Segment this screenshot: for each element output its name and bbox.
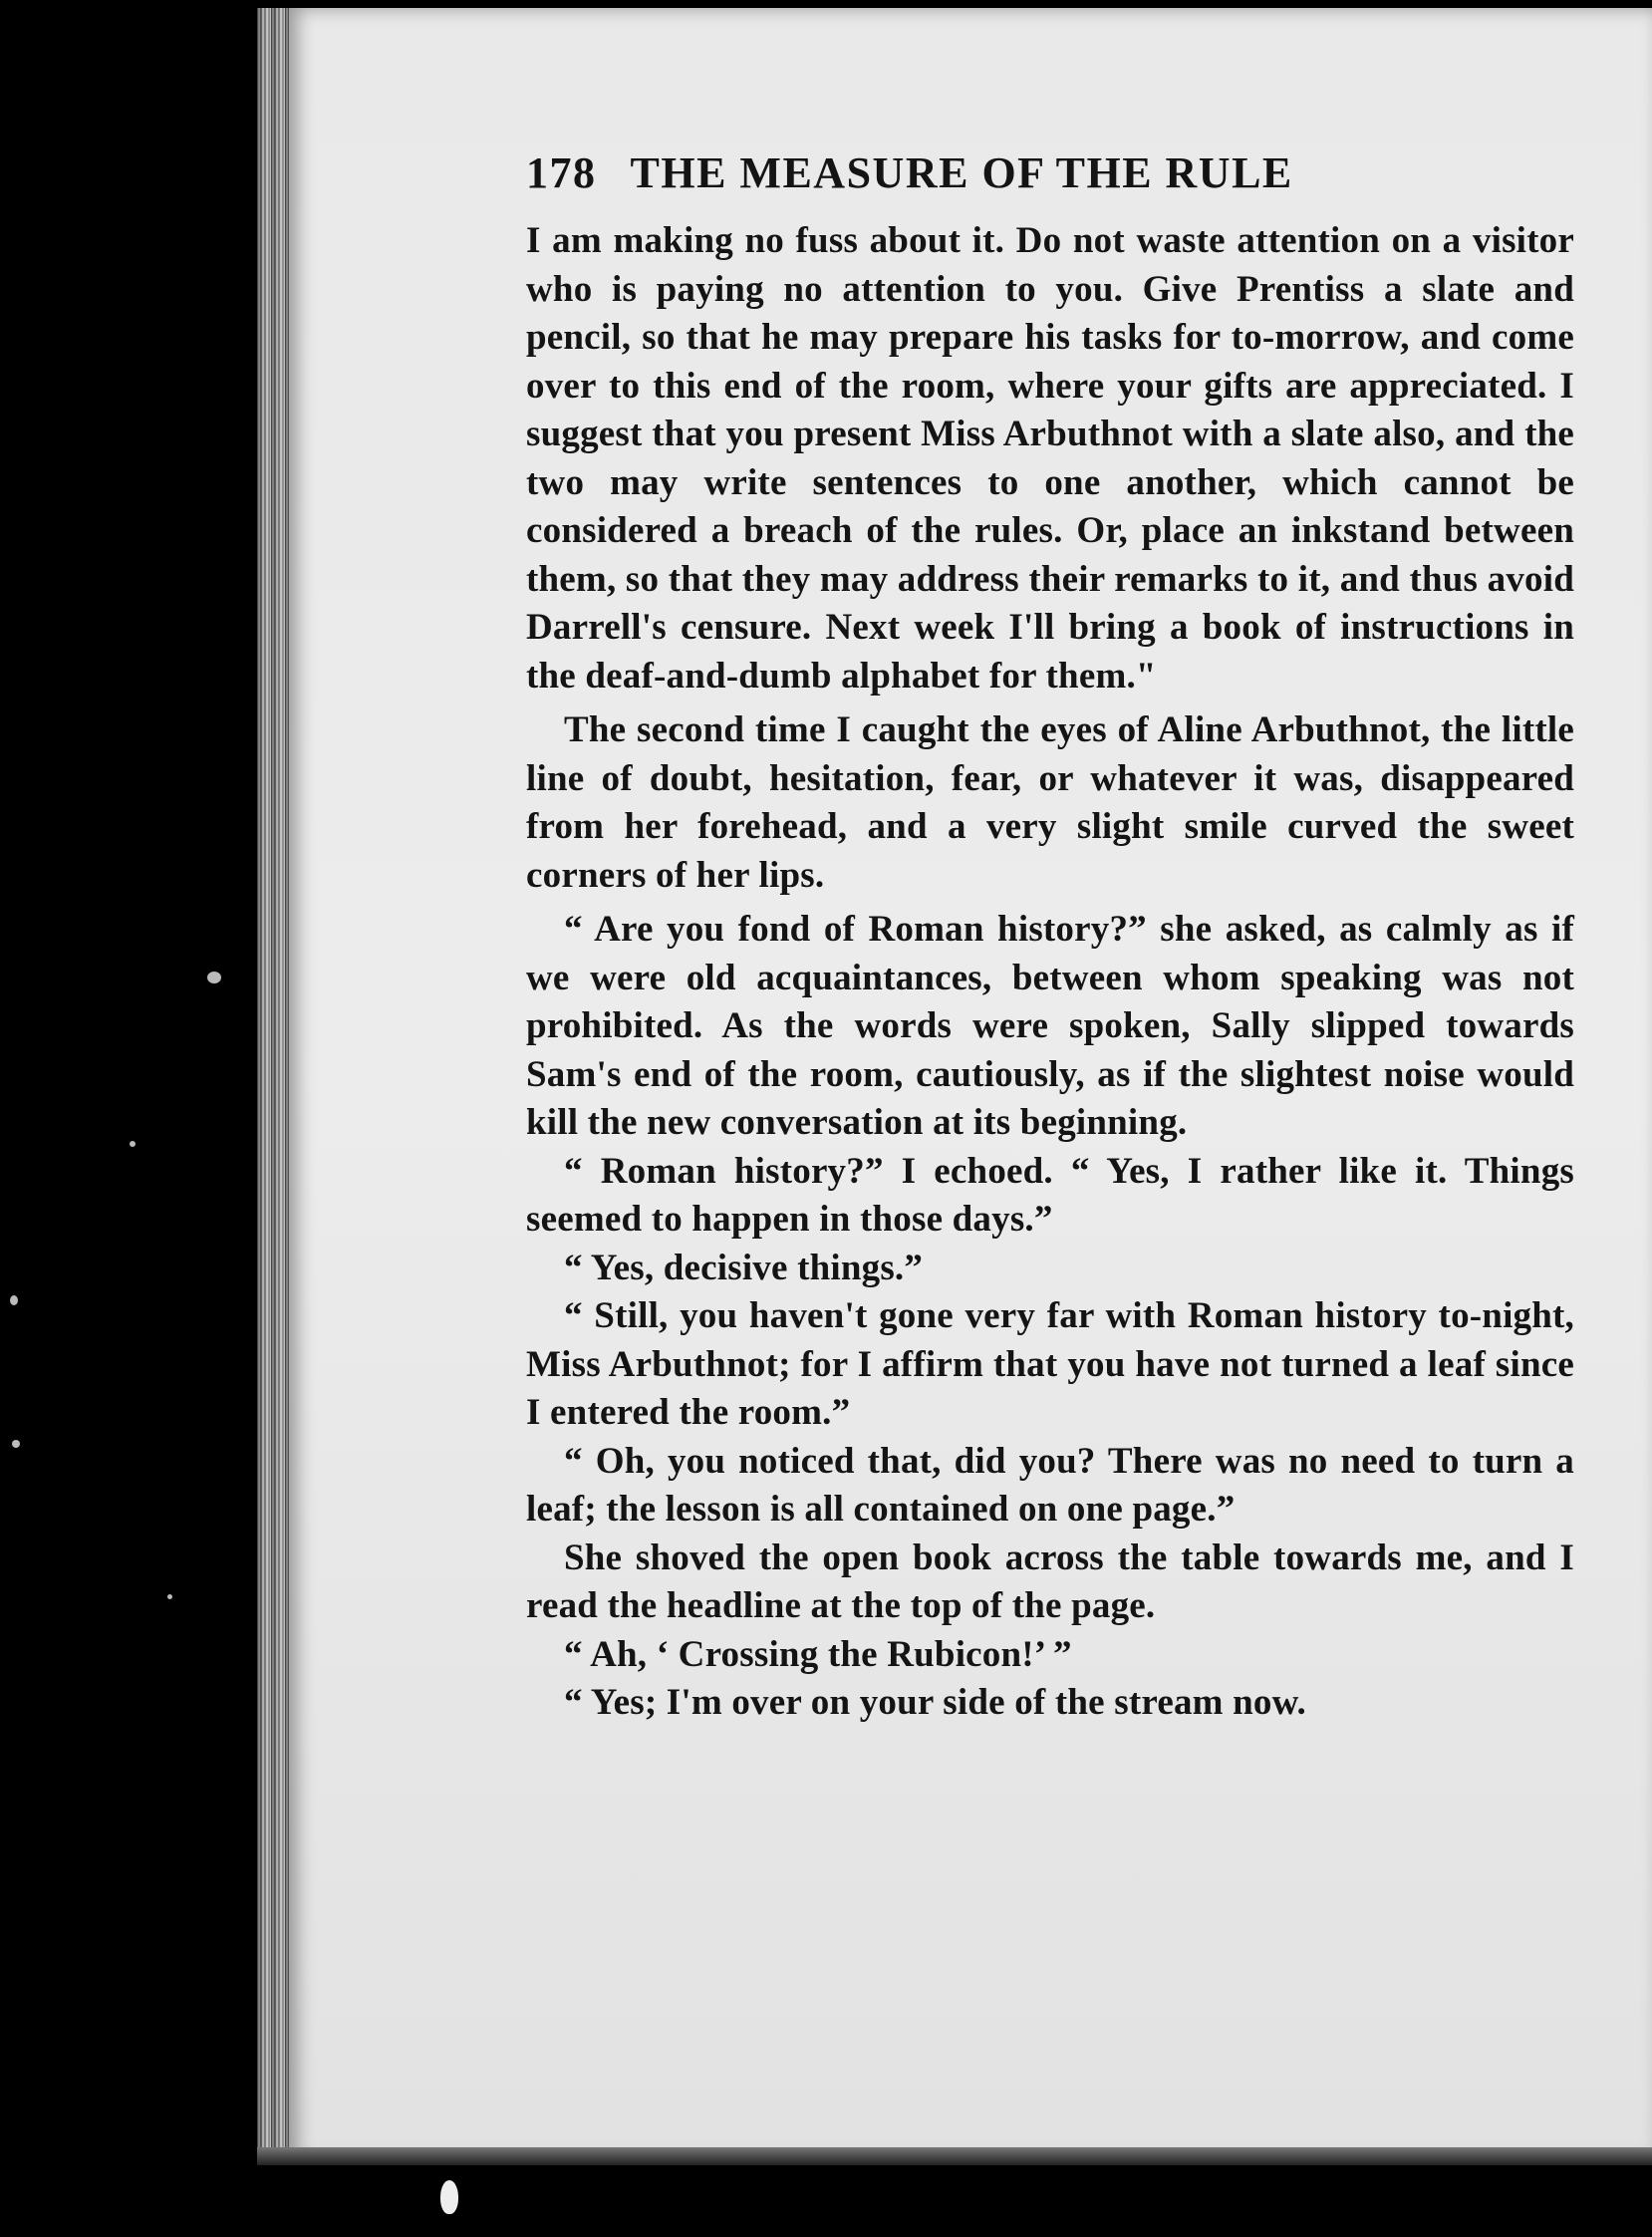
- paragraph: The second time I caught the eyes of Aline Arbuthnot, the little line of doubt, hesitation, fear, or whatever it was, disappeared from her forehead, and a very slight smile curved the sweet corners of her lips.: [526, 709, 1574, 896]
- scan-speck: [167, 1594, 172, 1599]
- scan-speck: [207, 972, 221, 983]
- paragraph: I am making no fuss about it. Do not waste attention on a visitor who is paying no attention to you. Give Prentiss a slate and pencil, so that he may prepare his tasks for to-morrow, and come over to this end of the room, where your gifts are appreciated. I suggest that you present Miss Arbuthnot with a slate also, and the two may write sentences to one another, which cannot be considered a breach of the rules. Or, place an inkstand between them, so that they may address their remarks to it, and thus avoid Darrell's censure. Next week I'll bring a book of instructions in the deaf-and-dumb alphabet for them.": [526, 220, 1574, 697]
- paragraph: “ Yes; I'm over on your side of the stream now.: [564, 1682, 1306, 1723]
- book-title: THE MEASURE OF THE RULE: [630, 148, 1293, 197]
- page-bottom-edge: [257, 2147, 1652, 2165]
- paragraph: “ Are you fond of Roman history?” she asked, as calmly as if we were old acquaintances, between whom speaking was not prohibited. As the words were spoken, Sally slipped towards Sam's end of the room, cautiously, as if the slightest noise would kill the new conversation at its beginning.: [526, 909, 1574, 1143]
- paragraph: “ Still, you haven't gone very far with Roman history to-night, Miss Arbuthnot; for I affirm that you have not turned a leaf since I entered the room.”: [526, 1295, 1574, 1433]
- page-text: [526, 149, 1574, 1728]
- page-number: 178: [526, 148, 597, 197]
- running-head: [526, 149, 1574, 209]
- ink-mark: [440, 2180, 458, 2214]
- paragraph: She shoved the open book across the table towards me, and I read the headline at the top of the page.: [526, 1537, 1574, 1626]
- scan-speck: [10, 1295, 18, 1305]
- paragraph: “ Oh, you noticed that, did you? There was no need to turn a leaf; the lesson is all contained on one page.”: [526, 1440, 1574, 1530]
- scan-speck: [130, 1141, 136, 1147]
- paragraph: “ Yes, decisive things.”: [564, 1247, 924, 1288]
- scan-speck: [12, 1440, 20, 1448]
- book-gutter: [257, 8, 293, 2160]
- paragraph: “ Ah, ‘ Crossing the Rubicon!’ ”: [564, 1633, 1072, 1675]
- paragraph: “ Roman history?” I echoed. “ Yes, I rather like it. Things seemed to happen in those days.”: [526, 1150, 1574, 1240]
